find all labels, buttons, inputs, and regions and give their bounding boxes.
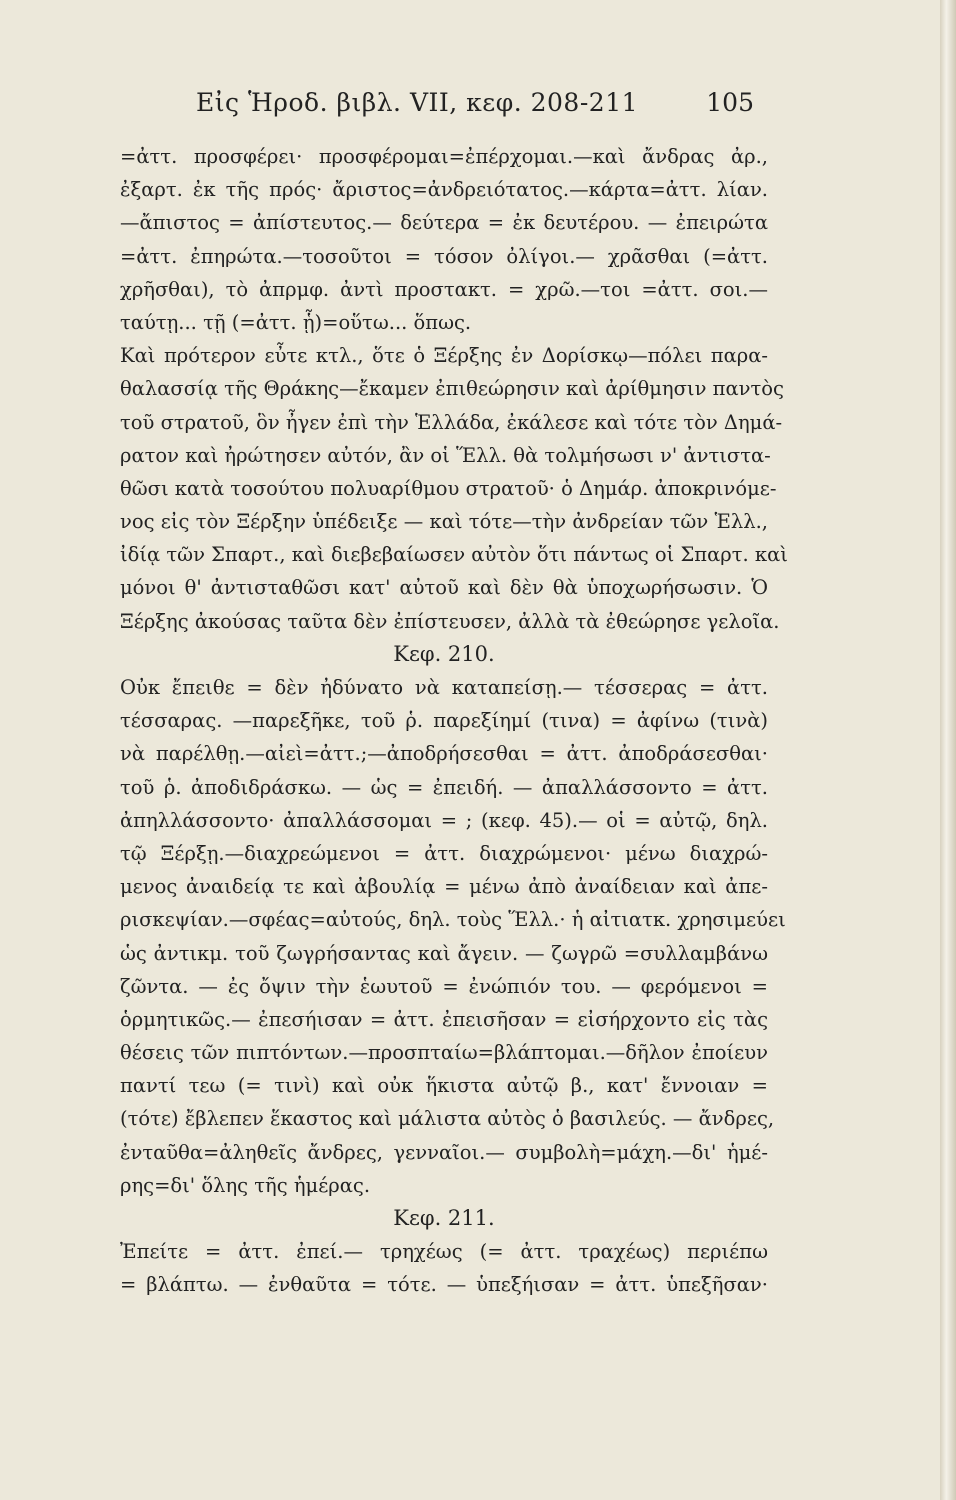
text-line: ζῶντα. — ἐς ὄψιν τὴν ἑωυτοῦ = ἐνώπιόν του. — φερόμενοι =: [120, 974, 768, 998]
chapter-heading: Κεφ. 210.: [393, 641, 495, 666]
text-line: θαλασσίᾳ τῆς Θράκης—ἔκαμεν ἐπιθεώρησιν καὶ ἀρίθμησιν παντὸς: [120, 377, 784, 401]
text-line: θῶσι κατὰ τοσούτου πολυαρίθμου στρατοῦ· ὁ Δημάρ. ἀποκρινόμε-: [120, 476, 777, 500]
text-line: ἀπηλλάσσοντο· ἀπαλλάσσομαι = ; (κεφ. 45).— οἱ = αὐτῷ, δηλ.: [120, 808, 768, 832]
text-line: ὁρμητικῶς.— ἐπεσήισαν = ἀττ. ἐπεισῆσαν = εἰσήρχοντο εἰς τὰς: [120, 1007, 768, 1031]
running-title: Εἰς Ἡροδ. βιβλ. VII, κεφ. 208-211: [196, 88, 639, 117]
chapter-heading: Κεφ. 211.: [393, 1206, 495, 1230]
text-line: ρατον καὶ ἠρώτησεν αὐτόν, ἂν οἱ Ἕλλ. θὰ τολμήσωσι ν' ἀντιστα-: [120, 443, 771, 467]
text-line: ἐξαρτ. ἐκ τῆς πρός· ἄριστος=ἀνδρειότατος.—κάρτα=ἀττ. λίαν.: [120, 178, 768, 202]
page-binding-edge: [940, 0, 956, 1500]
text-line: νὰ παρέλθῃ.—αἰεὶ=ἀττ.;—ἀποδρήσεσθαι = ἀττ. ἀποδράσεσθαι·: [120, 742, 768, 766]
text-line: ὡς ἀντικμ. τοῦ ζωγρήσαντας καὶ ἄγειν. — ζωγρῶ =συλλαμβάνω: [120, 941, 768, 965]
text-line: ρης=δι' ὅλης τῆς ἡμέρας.: [120, 1173, 371, 1197]
page-header: [0, 88, 940, 128]
text-line: παντί τεω (= τινὶ) καὶ οὐκ ἥκιστα αὐτῷ β., κατ' ἔννοιαν =: [120, 1074, 768, 1098]
text-line: ρισκεψίαν.—σφέας=αὐτούς, δηλ. τοὺς Ἕλλ.· ἡ αἰτιατκ. χρησιμεύει: [120, 908, 786, 932]
commentary-text: [120, 140, 788, 1302]
text-line: χρῆσθαι), τὸ ἀπρμφ. ἀντὶ προστακτ. = χρῶ.—τοι =ἀττ. σοι.—: [120, 277, 768, 301]
text-line: Ἐπείτε = ἀττ. ἐπεί.— τρηχέως (= ἀττ. τραχέως) περιέπω: [120, 1240, 768, 1264]
text-line: ἐνταῦθα=ἀληθεῖς ἄνδρες, γενναῖοι.— συμβολὴ=μάχη.—δι' ἡμέ-: [120, 1140, 768, 1164]
text-line: μόνοι θ' ἀντισταθῶσι κατ' αὐτοῦ καὶ δὲν θὰ ὑποχωρήσωσιν. Ὁ: [120, 576, 768, 600]
text-line: Οὐκ ἔπειθε = δὲν ἠδύνατο νὰ καταπείσῃ.— τέσσερας = ἀττ.: [120, 676, 768, 699]
text-line: Καὶ πρότερον εὖτε κτλ., ὅτε ὁ Ξέρξης ἐν Δορίσκῳ—πόλει παρα-: [120, 344, 768, 368]
text-line: —ἄπιστος = ἀπίστευτος.— δεύτερα = ἐκ δευτέρου. — ἐπειρώτα: [120, 211, 768, 235]
text-line: τῷ Ξέρξῃ.—διαχρεώμενοι = ἀττ. διαχρώμενοι· μένω διαχρώ-: [120, 841, 768, 865]
text-line: Ξέρξης ἀκούσας ταῦτα δὲν ἐπίστευσεν, ἀλλὰ τὰ ἐθεώρησε γελοῖα.: [120, 609, 780, 633]
text-line: μενος ἀναιδείᾳ τε καὶ ἀβουλίᾳ = μένω ἀπὸ ἀναίδειαν καὶ ἀπε-: [120, 875, 768, 899]
text-line: τέσσαρας. —παρεξῆκε, τοῦ ῥ. παρεξίημί (τινα) = ἀφίνω (τινὰ): [120, 709, 768, 733]
text-line: = βλάπτω. — ἐνθαῦτα = τότε. — ὑπεξήισαν = ἀττ. ὑπεξῆσαν·: [120, 1273, 768, 1297]
text-line: =ἀττ. ἐπηρώτα.—τοσοῦτοι = τόσον ὀλίγοι.— χρᾶσθαι (=ἀττ.: [120, 244, 768, 268]
text-line: ταύτῃ... τῇ (=ἀττ. ᾗ)=οὕτω... ὅπως.: [120, 310, 472, 334]
text-line: θέσεις τῶν πιπτόντων.—προσπταίω=βλάπτομαι.—δῆλον ἐποίευν: [120, 1041, 768, 1065]
text-line: (τότε) ἔβλεπεν ἕκαστος καὶ μάλιστα αὐτὸς ὁ βασιλεύς. — ἄνδρες,: [120, 1107, 775, 1131]
text-line: =ἀττ. προσφέρει· προσφέρομαι=ἐπέρχομαι.—καὶ ἄνδρας ἀρ.,: [120, 145, 768, 168]
text-line: νος εἰς τὸν Ξέρξην ὑπέδειξε — καὶ τότε—τὴν ἀνδρείαν τῶν Ἑλλ.,: [120, 510, 768, 534]
text-line: τοῦ στρατοῦ, ὃν ἦγεν ἐπὶ τὴν Ἑλλάδα, ἐκάλεσε καὶ τότε τὸν Δημά-: [120, 410, 783, 434]
text-line: τοῦ ῥ. ἀποδιδράσκω. — ὡς = ἐπειδή. — ἀπαλλάσσοντο = ἀττ.: [120, 775, 768, 799]
page-number: 105: [706, 88, 754, 117]
text-line: ἰδίᾳ τῶν Σπαρτ., καὶ διεβεβαίωσεν αὐτὸν ὅτι πάντως οἱ Σπαρτ. καὶ: [120, 543, 788, 567]
